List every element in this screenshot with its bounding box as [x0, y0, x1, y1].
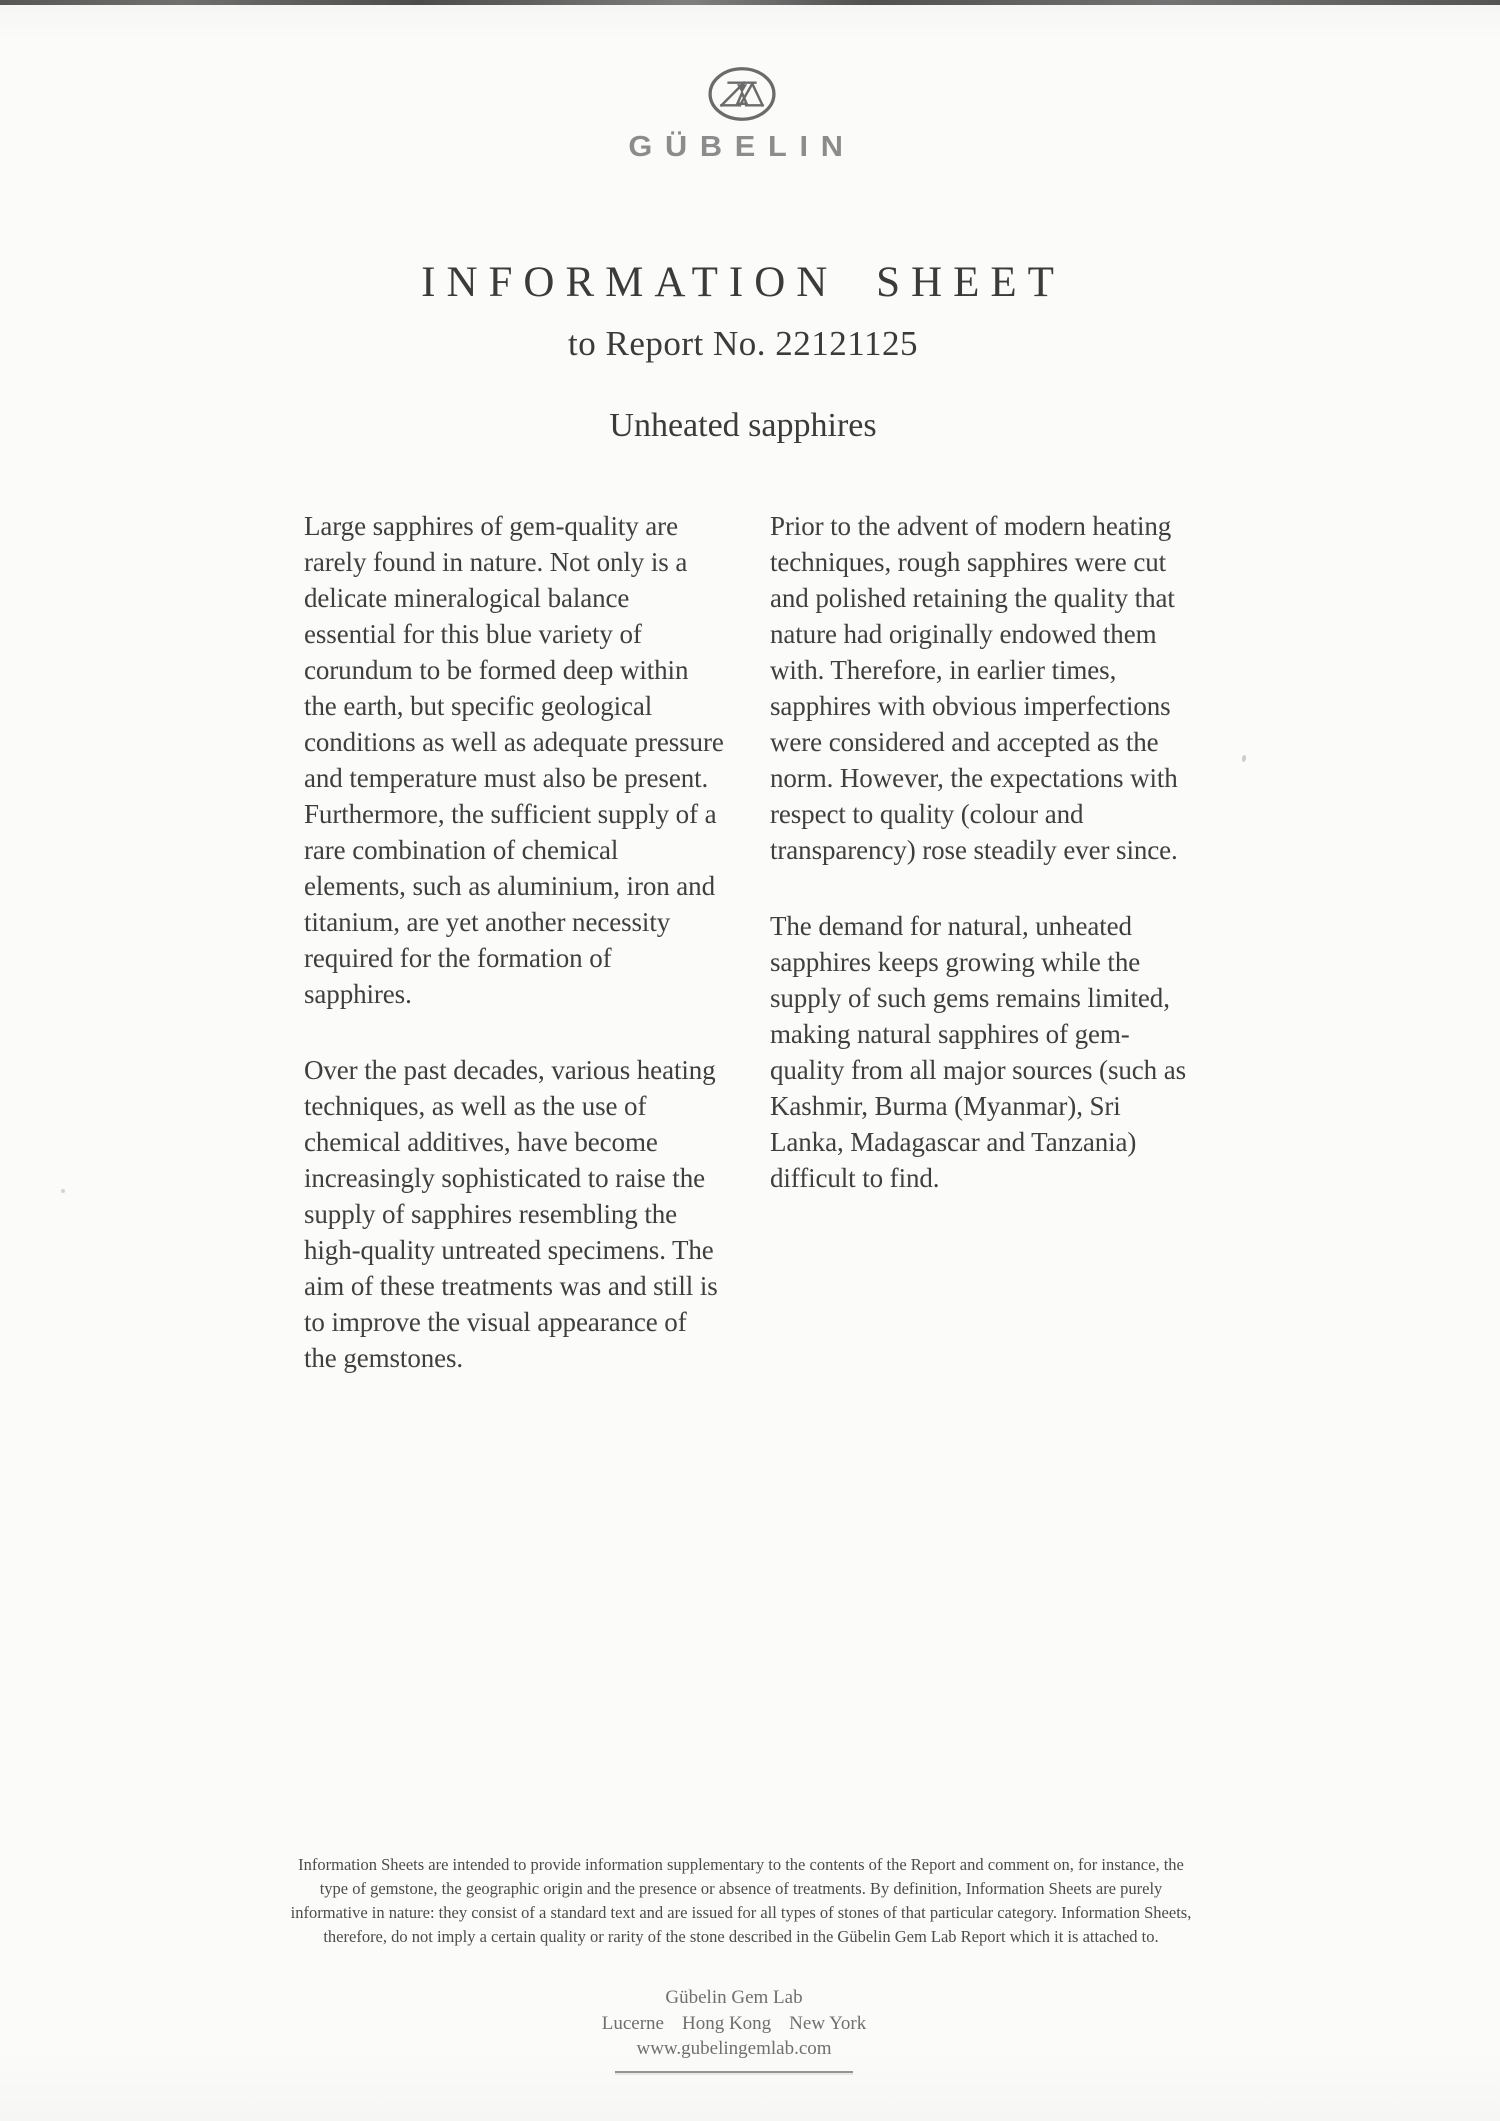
- lab-name: Gübelin Gem Lab: [665, 1987, 803, 2008]
- subject-heading: Unheated sapphires: [609, 407, 877, 444]
- document-title: INFORMATION SHEET: [421, 259, 1065, 306]
- location-new-york: New York: [789, 2012, 867, 2034]
- brand-wordmark: GÜBELIN: [628, 131, 856, 163]
- right-column: [770, 508, 1190, 1416]
- report-number-line: to Report No. 22121125: [568, 324, 918, 363]
- body-paragraph-demand: The demand for natural, unheated sapphires keeps growing while the supply of such gems remains limited, making natural sapphires of gem-quality from all major sources (such as Kashmir, Burma (Myanmar), Sri Lanka, Madagascar and Tanzania) difficult to find.: [770, 911, 1186, 1193]
- lab-footer: [0, 1985, 1484, 2073]
- body-paragraph-heating-techniques: Over the past decades, various heating techniques, as well as the use of chemical additives, have become increasingly sophisticated to raise the supply of sapphires resembling the high-quality untreated specimens. The aim of these treatments was and still is to improve the visual appearance of the gemstones.: [304, 1055, 718, 1373]
- scan-artifact-dot: [1241, 755, 1246, 763]
- gubelin-hourglass-emblem-icon: [707, 66, 777, 124]
- disclaimer-text: Information Sheets are intended to provide information supplementary to the contents of the Report and comment on, for instance, the type of gemstone, the geographic origin and the presence or absence of treatments. By definition, Information Sheets are purely informative in nature: they consist of a standard text and are issued for all types of stones of that particular category. Information Sheets, therefore, do not imply a certain quality or rarity of the stone described in the Gübelin Gem Lab Report which it is attached to.: [290, 1855, 1192, 1946]
- scan-artifact-dot: [61, 1189, 65, 1193]
- scan-edge-artifact: [0, 0, 1500, 5]
- left-column: [304, 508, 724, 1416]
- footer-divider: [615, 2071, 853, 2073]
- title-block: [0, 258, 1493, 445]
- body-columns: [304, 508, 1190, 1416]
- body-paragraph-formation: Large sapphires of gem-quality are rarely found in nature. Not only is a delicate mineralogical balance essential for this blue variety of corundum to be formed deep within the earth, but specific geological conditions as well as adequate pressure and temperature must also be present. Furthermore, the sufficient supply of a rare combination of chemical elements, such as aluminium, iron and titanium, are yet another necessity required for the formation of sapphires.: [304, 511, 724, 1009]
- body-paragraph-history: Prior to the advent of modern heating techniques, rough sapphires were cut and polished retaining the quality that nature had originally endowed them with. Therefore, in earlier times, sapphires with obvious imperfections were considered and accepted as the norm. However, the expectations with respect to quality (colour and transparency) rose steadily ever since.: [770, 511, 1178, 865]
- lab-locations: [0, 2011, 1484, 2037]
- website-text: www.gubelingemlab.com: [636, 2038, 832, 2059]
- location-hong-kong: Hong Kong: [681, 2012, 772, 2034]
- brand-header: [0, 66, 1492, 164]
- location-lucerne: Lucerne: [601, 2012, 664, 2034]
